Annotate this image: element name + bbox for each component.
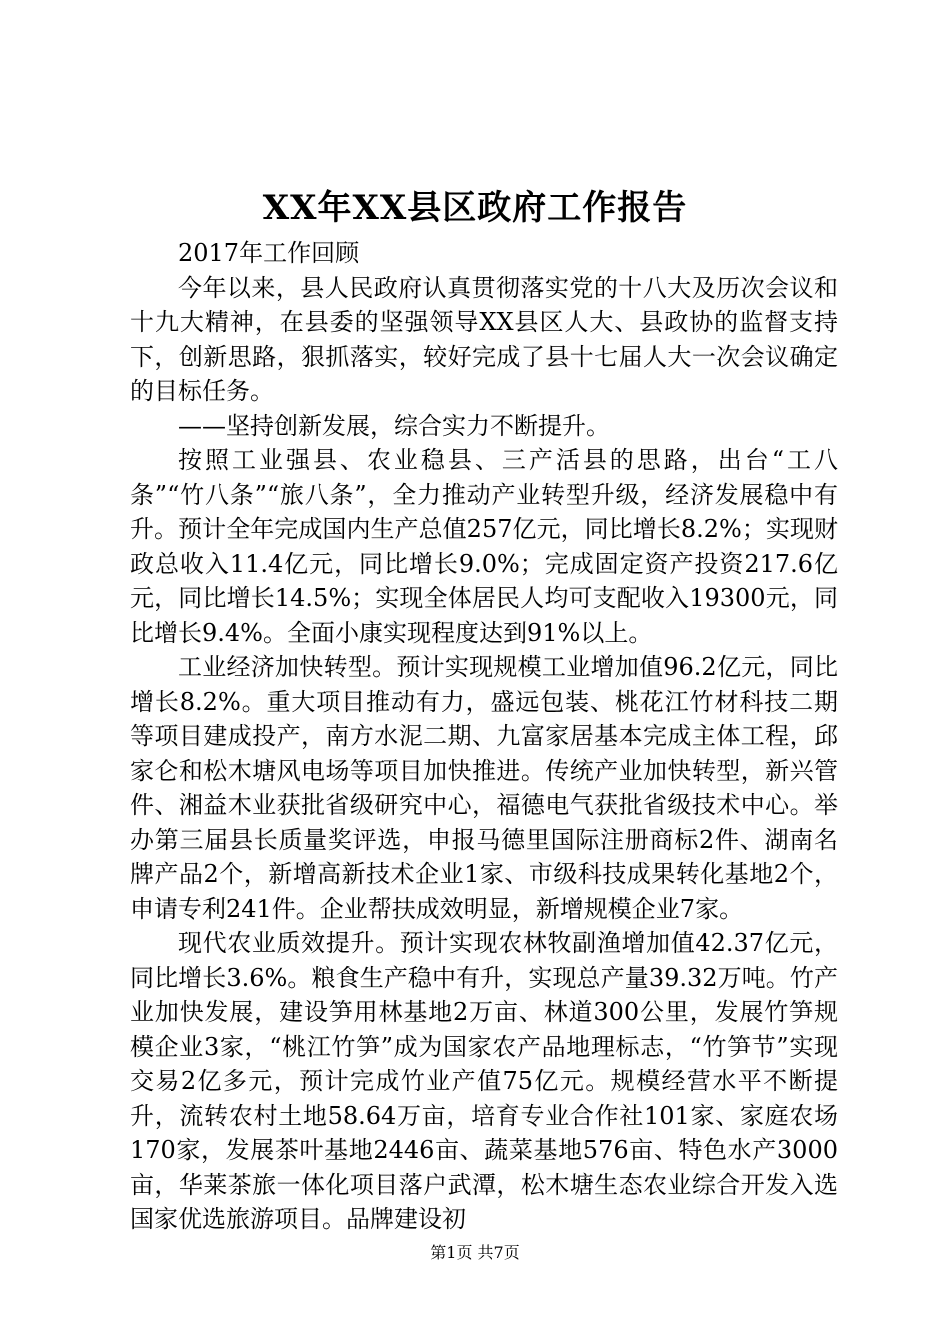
paragraph: 现代农业质效提升。预计实现农林牧副渔增加值42.37亿元，同比增长3.6%。粮食生产稳中有升，实现总产量39.32万吨。竹产业加快发展，建设笋用林基地2万亩、林道300公里，发展竹笋规模企业3家，“桃江竹笋”成为国家农产品地理标志，“竹笋节”实现交易2亿多元，预计完成竹业产值75亿元。规模经营水平不断提升，流转农村土地58.64万亩，培育专业合作社101家、家庭农场170家，发展茶叶基地2446亩、蔬菜基地576亩、特色水产3000亩，华莱茶旅一体化项目落户武潭，松木塘生态农业综合开发入选国家优选旅游项目。品牌建设初	[130, 929, 838, 1233]
paragraph: 工业经济加快转型。预计实现规模工业增加值96.2亿元，同比增长8.2%。重大项目推动有力，盛远包装、桃花江竹材科技二期等项目建成投产，南方水泥二期、九富家居基本完成主体工程，邱家仑和松木塘风电场等项目加快推进。传统产业加快转型，新兴管件、湘益木业获批省级研究中心，福德电气获批省级技术中心。举办第三届县长质量奖评选，申报马德里国际注册商标2件、湖南名牌产品2个，新增高新技术企业1家、市级科技成果转化基地2个，申请专利241件。企业帮扶成效明显，新增规模企业7家。	[130, 653, 838, 923]
document-body	[130, 236, 838, 1237]
paragraph: 按照工业强县、农业稳县、三产活县的思路，出台“工八条”“竹八条”“旅八条”，全力推动产业转型升级，经济发展稳中有升。预计全年完成国内生产总值257亿元，同比增长8.2%；实现财政总收入11.4亿元，同比增长9.0%；完成固定资产投资217.6亿元，同比增长14.5%；实现全体居民人均可支配收入19300元，同比增长9.4%。全面小康实现程度达到91%以上。	[130, 446, 838, 647]
page-number: 第1页 共7页	[430, 1243, 520, 1262]
document-title: XX年XX县区政府工作报告	[262, 188, 688, 228]
subsection-heading: ——坚持创新发展，综合实力不断提升。	[178, 411, 610, 440]
paragraph: 今年以来，县人民政府认真贯彻落实党的十八大及历次会议和十九大精神，在县委的坚强领导XX县区人大、县政协的监督支持下，创新思路，狠抓落实，较好完成了县十七届人大一次会议确定的目标任务。	[130, 273, 838, 405]
section-heading: 2017年工作回顾	[178, 239, 360, 267]
